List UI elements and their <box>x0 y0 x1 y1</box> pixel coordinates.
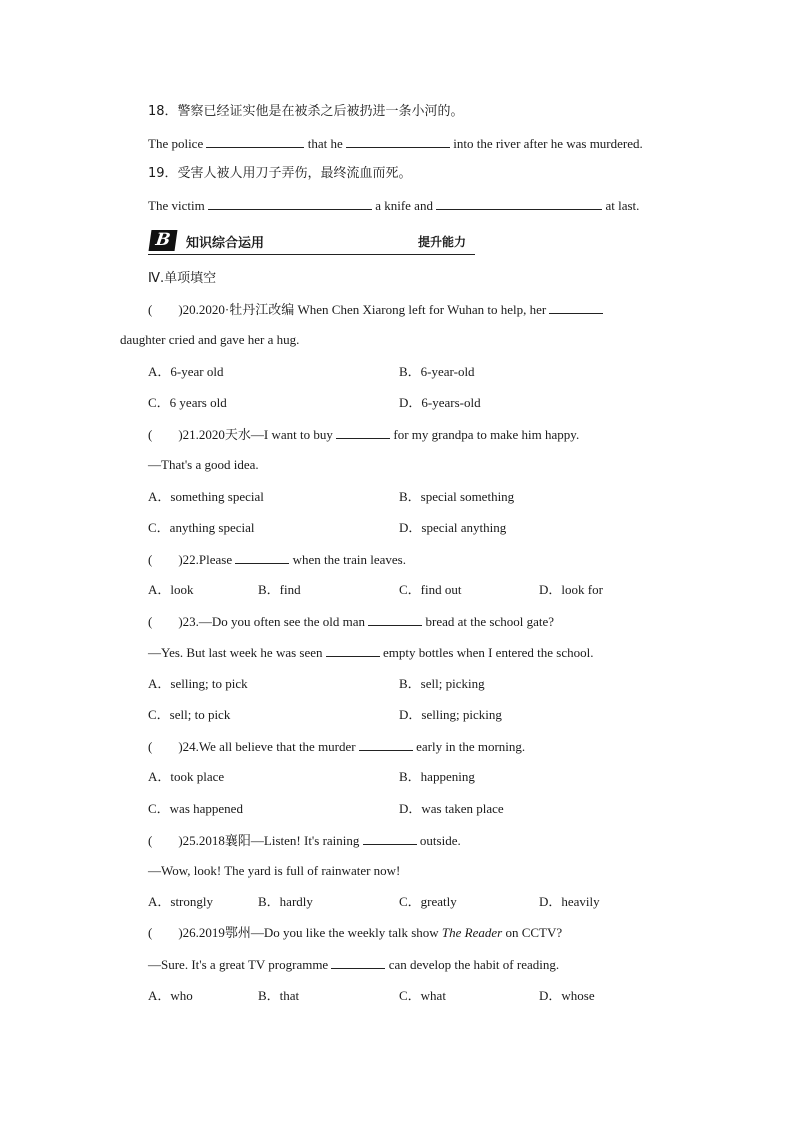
q18-text-c: into the river after he was murdered. <box>453 136 643 151</box>
q21-option-a[interactable]: A．something special <box>148 489 264 504</box>
q19-english <box>148 197 639 214</box>
q19-text-b: a knife and <box>375 198 433 213</box>
q23-reply <box>148 644 594 661</box>
q21-reply: —That's a good idea. <box>148 457 259 472</box>
section-title: 知识综合运用 <box>186 236 265 251</box>
q26-answer-paren[interactable]: ( ) <box>148 925 183 940</box>
q18-text-a: The police <box>148 136 204 151</box>
q18-blank-2[interactable] <box>346 135 450 148</box>
q26-show-title: The Reader <box>441 925 503 940</box>
q19-blank-2[interactable] <box>436 197 602 210</box>
q18-blank-1[interactable] <box>206 135 304 148</box>
q18-text-b: that he <box>307 136 343 151</box>
q23-option-d[interactable]: D．selling; picking <box>399 707 502 722</box>
q18-english <box>148 135 643 152</box>
q22-stem <box>148 551 406 568</box>
q20-blank <box>549 301 603 314</box>
q20-answer-paren[interactable]: ( ) <box>148 302 183 317</box>
q20-stem <box>148 301 603 318</box>
q20-option-b[interactable]: B．6-year-old <box>399 364 475 379</box>
q21-text-b: for my grandpa to make him happy. <box>393 427 580 442</box>
q25-blank <box>363 832 417 845</box>
q22-option-c[interactable]: C．find out <box>399 582 462 597</box>
q24-answer-paren[interactable]: ( ) <box>148 739 183 754</box>
q22-text-b: when the train leaves. <box>292 552 406 567</box>
q19-text-a: The victim <box>148 198 205 213</box>
q25-stem <box>148 832 461 849</box>
q18-chinese: 18．警察已经证实他是在被杀之后被扔进一条小河的。 <box>148 104 464 119</box>
q21-blank <box>336 426 390 439</box>
q23-blank-1 <box>368 613 422 626</box>
q26-stem <box>148 925 562 941</box>
q26-option-c[interactable]: C．what <box>399 988 446 1003</box>
q21-option-d[interactable]: D．special anything <box>399 520 507 535</box>
section-b-badge: B <box>149 230 178 251</box>
q24-text-b: early in the morning. <box>416 739 526 754</box>
q25-answer-paren[interactable]: ( ) <box>148 833 183 848</box>
q25-option-d[interactable]: D．heavily <box>539 894 600 909</box>
q22-blank <box>235 551 289 564</box>
q23-answer-paren[interactable]: ( ) <box>148 614 183 629</box>
q21-option-c[interactable]: C．anything special <box>148 520 255 535</box>
q21-text-a: 21.2020天水—I want to buy <box>182 427 333 442</box>
q24-option-b[interactable]: B．happening <box>399 769 475 784</box>
q24-stem <box>148 738 525 755</box>
q21-answer-paren[interactable]: ( ) <box>148 427 183 442</box>
q23-option-a[interactable]: A．selling; to pick <box>148 676 248 691</box>
q23-text-b: bread at the school gate? <box>425 614 554 629</box>
q23-option-b[interactable]: B．sell; picking <box>399 676 485 691</box>
q24-option-a[interactable]: A．took place <box>148 769 225 784</box>
q24-blank <box>359 738 413 751</box>
q26-option-d[interactable]: D．whose <box>539 988 595 1003</box>
q26-reply <box>148 956 559 973</box>
q25-option-c[interactable]: C．greatly <box>399 894 457 909</box>
q22-option-a[interactable]: A．look <box>148 582 194 597</box>
q25-option-a[interactable]: A．strongly <box>148 894 214 909</box>
q23-reply-a: —Yes. But last week he was seen <box>148 645 323 660</box>
q19-blank-1[interactable] <box>208 197 372 210</box>
q24-option-c[interactable]: C．was happened <box>148 801 243 816</box>
q20-text-a: 20.2020·牡丹江改编 When Chen Xiarong left for Wuhan to help, her <box>182 302 547 317</box>
q25-reply: —Wow, look! The yard is full of rainwater now! <box>148 863 401 878</box>
q22-option-d[interactable]: D．look for <box>539 582 603 597</box>
q20-option-d[interactable]: D．6-years-old <box>399 395 481 410</box>
q26-reply-a: —Sure. It's a great TV programme <box>148 957 329 972</box>
q26-option-b[interactable]: B．that <box>258 988 300 1003</box>
q26-text-b: on CCTV? <box>505 925 563 940</box>
q26-blank <box>331 956 385 969</box>
q25-text-a: 25.2018襄阳—Listen! It's raining <box>182 833 360 848</box>
q21-stem <box>148 426 579 443</box>
q24-text-a: 24.We all believe that the murder <box>182 739 356 754</box>
q26-reply-b: can develop the habit of reading. <box>388 957 560 972</box>
q26-option-a[interactable]: A．who <box>148 988 193 1003</box>
part-heading: Ⅳ.单项填空 <box>148 271 217 286</box>
q19-chinese: 19．受害人被人用刀子弄伤，最终流血而死。 <box>148 166 412 181</box>
q23-stem <box>148 613 554 630</box>
q20-stem-cont: daughter cried and gave her a hug. <box>120 332 300 347</box>
q19-text-c: at last. <box>605 198 640 213</box>
q25-text-b: outside. <box>419 833 461 848</box>
q24-option-d[interactable]: D．was taken place <box>399 801 504 816</box>
section-header <box>148 228 475 255</box>
q25-option-b[interactable]: B．hardly <box>258 894 313 909</box>
section-subtitle: 提升能力 <box>418 235 467 249</box>
q22-answer-paren[interactable]: ( ) <box>148 552 183 567</box>
q23-blank-2 <box>326 644 380 657</box>
q20-option-a[interactable]: A．6-year old <box>148 364 224 379</box>
q23-text-a: 23.—Do you often see the old man <box>182 614 365 629</box>
q22-option-b[interactable]: B．find <box>258 582 301 597</box>
q22-text-a: 22.Please <box>182 552 233 567</box>
q20-option-c[interactable]: C．6 years old <box>148 395 227 410</box>
q21-option-b[interactable]: B．special something <box>399 489 515 504</box>
q23-option-c[interactable]: C．sell; to pick <box>148 707 231 722</box>
q26-text-a: 26.2019鄂州—Do you like the weekly talk show <box>182 925 439 940</box>
q23-reply-b: empty bottles when I entered the school. <box>383 645 594 660</box>
